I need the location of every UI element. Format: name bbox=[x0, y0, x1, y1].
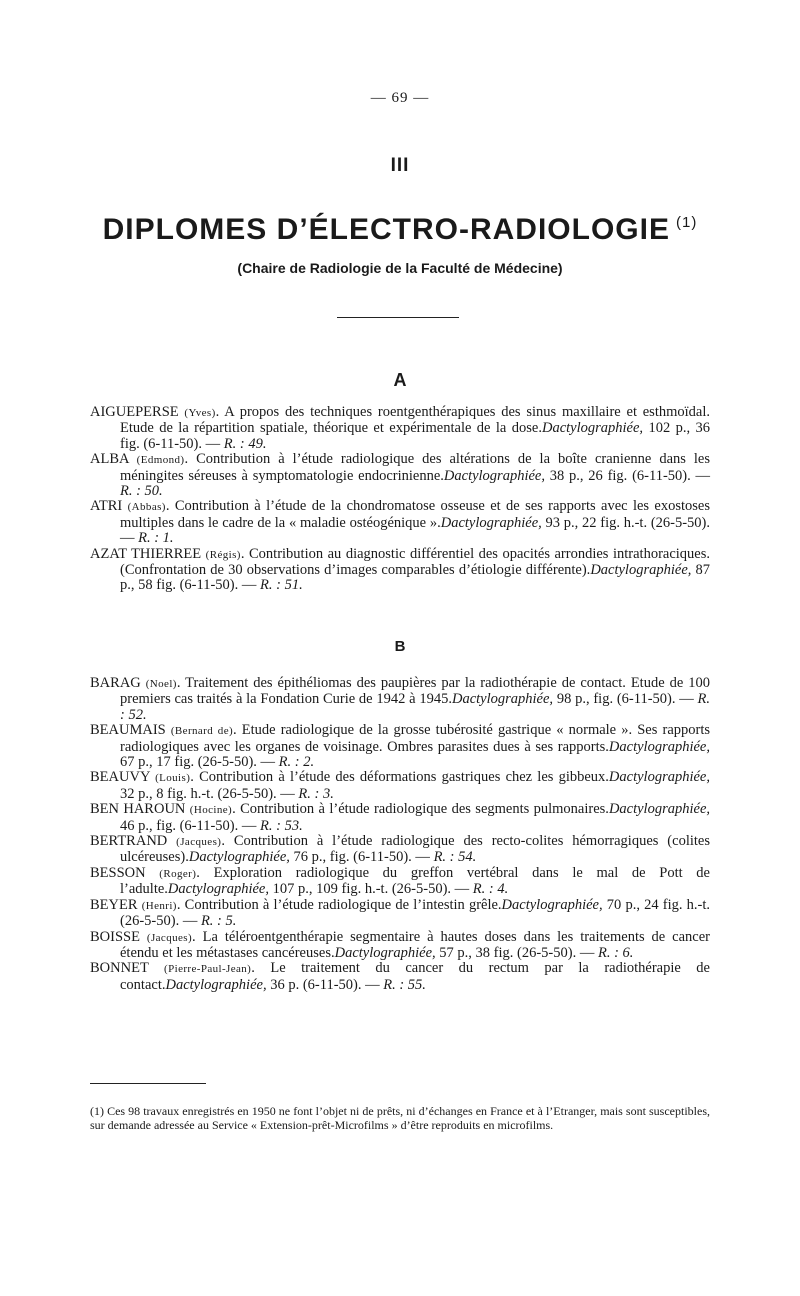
title-divider bbox=[337, 317, 459, 318]
entry-format: Dactylographiée, bbox=[590, 562, 692, 579]
entry-format: Dactylographiée, bbox=[440, 514, 542, 531]
entry-title: . Contribution à l’étude des déformations gastriques chez les gibbeux. bbox=[190, 769, 609, 786]
entry-reference: R. : 54. bbox=[433, 849, 477, 866]
entry-details: 38 p., 26 fig. (6-11-50). — bbox=[549, 467, 711, 484]
entry-author-given: (Bernard de) bbox=[170, 725, 234, 738]
section-letter-a: A bbox=[393, 370, 407, 390]
entry-reference: R. : 4. bbox=[472, 881, 509, 898]
list-item bbox=[90, 930, 710, 962]
entry-author-given: (Jacques) bbox=[146, 931, 193, 944]
entry-author-surname: AZAT THIERREE bbox=[90, 545, 202, 562]
footnote-marker: (1) bbox=[676, 214, 698, 231]
entry-title: . Contribution à l’étude radiologique de l’intestin grêle. bbox=[176, 896, 502, 913]
entry-author-surname: BESSON bbox=[90, 864, 146, 881]
entry-author-surname: ALBA bbox=[90, 451, 129, 468]
entry-format: Dactylographiée, bbox=[451, 691, 554, 708]
entry-author-given: (Pierre-Paul-Jean) bbox=[164, 963, 252, 976]
list-item bbox=[90, 547, 710, 594]
footnote-divider bbox=[90, 1083, 206, 1084]
entry-format: Dactylographiée, bbox=[167, 881, 269, 898]
entry-format: Dactylographiée, bbox=[608, 738, 710, 755]
list-item bbox=[90, 802, 710, 834]
entry-list-b bbox=[90, 676, 710, 993]
entry-format: Dactylographiée, bbox=[188, 849, 290, 866]
entry-details: 70 p., 24 fig. h.-t. (26-5-50). — bbox=[120, 896, 711, 930]
entry-reference: R. : 3. bbox=[298, 785, 334, 802]
list-item bbox=[90, 499, 710, 546]
entry-author-surname: BARAG bbox=[90, 675, 141, 691]
entry-title: . Contribution à l’étude radiologique des recto-colites hémorragiques (colites ulcéreuses). bbox=[120, 833, 710, 866]
entry-author-given: (Régis) bbox=[205, 548, 241, 561]
entry-format: Dactylographiée, bbox=[334, 944, 436, 961]
page-number: — 69 — bbox=[370, 90, 430, 106]
entry-title: . Contribution à l’étude de la chondromatose osseuse et de ses rapports avec les exostoses multiples dans le cadre de la « maladie ostéogénique ». bbox=[120, 498, 711, 531]
list-item bbox=[90, 723, 710, 770]
entry-title: . Le traitement du cancer du rectum par la radiothérapie de contact. bbox=[120, 960, 710, 993]
entry-title: . Contribution à l’étude radiologique des segments pulmonaires. bbox=[232, 801, 609, 818]
entry-author-given: (Yves) bbox=[184, 407, 216, 419]
entry-details: 67 p., 17 fig. (26-5-50). — bbox=[120, 754, 276, 771]
entry-details: 107 p., 109 fig. h.-t. (26-5-50). — bbox=[272, 881, 470, 898]
entry-title: . Etude radiologique de la grosse tubérosité gastrique « normale ». Ses rapports radiologiques avec les organes de voisinage. Ombres parasites dues à ses rapports. bbox=[120, 722, 711, 755]
entry-reference: R. : 50. bbox=[120, 483, 163, 500]
list-item bbox=[90, 676, 710, 723]
entry-list-a bbox=[90, 405, 710, 594]
list-item bbox=[90, 770, 710, 802]
entry-title: . Contribution au diagnostic différentiel des opacités arrondies intrathoraciques. (Confrontation de 30 observations d’images comparables d’étiologie différente). bbox=[120, 545, 710, 579]
entry-reference: R. : 51. bbox=[260, 577, 303, 594]
entry-format: Dactylographiée, bbox=[165, 976, 267, 993]
entry-reference: R. : 6. bbox=[597, 944, 634, 961]
entry-author-given: (Noel) bbox=[145, 678, 177, 690]
list-item bbox=[90, 961, 710, 993]
entry-author-given: (Henri) bbox=[141, 899, 177, 912]
entry-title: . La téléroentgenthérapie segmentaire à hautes doses dans les traitements de cancer étendu et les métastases cancéreuses. bbox=[120, 928, 710, 961]
entry-title: . Traitement des épithéliomas des paupières par la radiothérapie de contact. Etude de 100 premiers cas traités à la Fondation Curie de 1942 à 1945. bbox=[120, 675, 711, 708]
entry-author-given: (Edmond) bbox=[136, 454, 185, 467]
entry-reference: R. : 55. bbox=[383, 976, 426, 993]
entry-author-given: (Louis) bbox=[155, 772, 191, 785]
section-letter-b: B bbox=[394, 638, 406, 655]
entry-details: 76 p., fig. (6-11-50). — bbox=[293, 849, 430, 866]
list-item bbox=[90, 452, 710, 499]
entry-author-surname: BONNET bbox=[90, 960, 149, 977]
entry-details: 98 p., fig. (6-11-50). — bbox=[556, 691, 694, 708]
entry-author-surname: BEYER bbox=[90, 896, 138, 913]
list-item bbox=[90, 405, 710, 452]
page-title-text: DIPLOMES D’ÉLECTRO-RADIOLOGIE bbox=[102, 213, 670, 246]
entry-details: 46 p., fig. (6-11-50). — bbox=[120, 817, 257, 834]
entry-reference: R. : 53. bbox=[260, 817, 303, 834]
entry-author-surname: ATRI bbox=[90, 498, 123, 515]
entry-reference: R. : 49. bbox=[223, 435, 267, 452]
part-number: III bbox=[390, 155, 410, 176]
entry-format: Dactylographiée, bbox=[443, 467, 545, 484]
entry-author-given: (Jacques) bbox=[176, 836, 222, 849]
entry-title: . A propos des techniques roentgenthérapiques des sinus maxillaire et esthmoïdal. Etude de la répartition spatiale, théorique et expérimentale de la dose. bbox=[120, 404, 711, 437]
entry-details: 93 p., 22 fig. h.-t. (26-5-50). — bbox=[120, 514, 711, 547]
entry-title: . Exploration radiologique du greffon vertébral dans le mal de Pott de l’adulte. bbox=[120, 864, 710, 898]
entry-author-given: (Abbas) bbox=[127, 501, 166, 514]
entry-title: . Contribution à l’étude radiologique des altérations de la boîte cranienne dans les méningites séreuses à symptomatologie endocrinienne. bbox=[120, 451, 711, 484]
entry-author-surname: BEN HAROUN bbox=[90, 801, 186, 818]
entry-details: 102 p., 36 fig. (6-11-50). — bbox=[120, 420, 711, 452]
entry-author-given: (Hocine) bbox=[189, 804, 233, 817]
entry-author-surname: AIGUEPERSE bbox=[90, 404, 179, 420]
list-item bbox=[90, 834, 710, 866]
entry-author-given: (Roger) bbox=[159, 867, 197, 880]
entry-reference: R. : 1. bbox=[138, 530, 174, 547]
entry-author-surname: BERTRAND bbox=[90, 833, 168, 850]
entry-format: Dactylographiée, bbox=[541, 420, 644, 437]
entry-reference: R. : 2. bbox=[278, 754, 315, 771]
entry-author-surname: BEAUVY bbox=[90, 769, 150, 786]
entry-author-surname: BOISSE bbox=[90, 928, 140, 945]
entry-details: 36 p. (6-11-50). — bbox=[270, 976, 380, 993]
entry-reference: R. : 52. bbox=[120, 691, 710, 723]
entry-author-surname: BEAUMAIS bbox=[90, 722, 166, 739]
entry-format: Dactylographiée, bbox=[608, 769, 710, 786]
list-item bbox=[90, 898, 710, 930]
entry-details: 87 p., 58 fig. (6-11-50). — bbox=[120, 562, 711, 594]
entry-format: Dactylographiée, bbox=[501, 896, 603, 913]
entry-details: 57 p., 38 fig. (26-5-50). — bbox=[439, 944, 595, 961]
page-title bbox=[0, 213, 800, 247]
list-item bbox=[90, 866, 710, 898]
page-subtitle: (Chaire de Radiologie de la Faculté de Médecine) bbox=[237, 260, 563, 276]
footnote: (1) Ces 98 travaux enregistrés en 1950 ne font l’objet ni de prêts, ni d’échanges en France et à l’Etranger, mais sont susceptibles, sur demande adressée au Service « Extension-prêt-Microfilms » d’être reproduits en microfilms. bbox=[90, 1104, 710, 1132]
entry-details: 32 p., 8 fig. h.-t. (26-5-50). — bbox=[120, 785, 295, 802]
entry-reference: R. : 5. bbox=[200, 913, 237, 930]
entry-format: Dactylographiée, bbox=[608, 801, 711, 818]
